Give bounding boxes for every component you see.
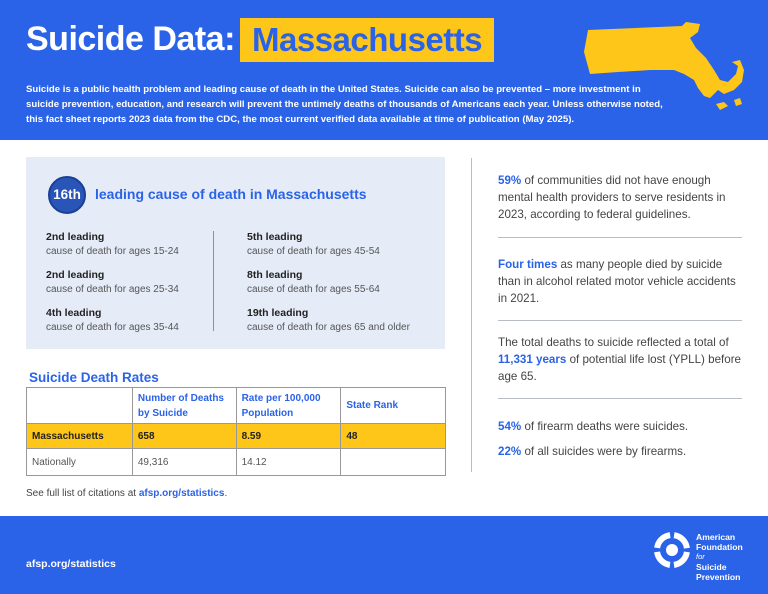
ranking-column-right <box>247 230 437 344</box>
org-name-line: American <box>696 532 736 542</box>
table-cell: Massachusetts <box>27 424 133 449</box>
table-cell: 14.12 <box>236 449 341 476</box>
citation-prefix: See full list of citations at <box>26 488 139 499</box>
header-banner <box>0 0 768 140</box>
table-cell: Nationally <box>27 449 133 476</box>
rates-table-title: Suicide Death Rates <box>29 370 159 385</box>
stat-text: of potential life lost (YPLL) before age 65. <box>498 353 742 383</box>
stat-divider <box>498 320 742 321</box>
org-name-line: Prevention <box>696 572 741 582</box>
rank-badge: 16th <box>48 176 86 214</box>
ranking-divider <box>213 231 214 331</box>
intro-paragraph: Suicide is a public health problem and leading cause of death in the United States. Suicide can also be prevented – more investment in suicide prevention, education, and research will prevent the untimely deaths of thousands of Americans each year. Unless otherwise noted, this fact sheet reports 2023 data from the CDC, the most current verified data available at time of publication (May 2025). <box>26 84 663 125</box>
state-name-badge: Massachusetts <box>240 18 494 62</box>
ranking-item <box>247 268 437 306</box>
citation-link[interactable]: afsp.org/statistics <box>138 488 225 499</box>
ranking-item-desc: cause of death for ages 25-34 <box>46 284 179 295</box>
table-cell: 49,316 <box>132 449 236 476</box>
citation-note <box>26 488 227 499</box>
ranking-item <box>46 230 236 268</box>
stat-text: of firearm deaths were suicides. <box>521 420 689 433</box>
org-name <box>696 532 743 582</box>
ranking-item-desc: cause of death for ages 65 and older <box>247 322 410 333</box>
ranking-item-label: 19th leading <box>247 307 309 319</box>
table-header-cell: Number of Deaths by Suicide <box>132 388 236 424</box>
footer-url-link[interactable]: afsp.org/statistics <box>26 558 116 570</box>
rank-headline: leading cause of death in Massachusetts <box>95 186 367 202</box>
stat-text: The total deaths to suicide reflected a total of <box>498 336 729 349</box>
column-divider <box>471 158 472 472</box>
table-header-cell: Rate per 100,000 Population <box>236 388 341 424</box>
stat-block <box>498 172 748 223</box>
stat-text: of communities did not have enough mental health providers to serve residents in 2023, according to federal guidelines. <box>498 174 726 221</box>
table-row-national <box>27 449 446 476</box>
table-cell: 8.59 <box>236 424 341 449</box>
stat-highlight: 54% <box>498 420 522 433</box>
ranking-panel <box>26 157 445 349</box>
ranking-item-desc: cause of death for ages 15-24 <box>46 246 179 257</box>
ranking-item-desc: cause of death for ages 45-54 <box>247 246 380 257</box>
stat-block <box>498 443 748 460</box>
table-cell: 658 <box>132 424 236 449</box>
org-name-line: for <box>696 552 705 561</box>
ranking-item <box>247 306 437 344</box>
org-name-line: Foundation <box>696 542 743 552</box>
table-header-cell <box>27 388 133 424</box>
afsp-lifering-logo-icon <box>654 532 690 568</box>
stat-divider <box>498 398 742 399</box>
ranking-item-label: 8th leading <box>247 269 303 281</box>
stat-highlight: 22% <box>498 445 522 458</box>
stat-highlight: 11,331 years <box>498 353 567 366</box>
stat-text: of all suicides were by firearms. <box>521 445 687 458</box>
stat-divider <box>498 237 742 238</box>
page-title: Suicide Data: <box>26 20 235 58</box>
ranking-column-left <box>46 230 236 344</box>
footer-banner <box>0 516 768 594</box>
stat-text: as many people died by suicide than in alcohol related motor vehicle accidents in 2021. <box>498 258 736 305</box>
table-header-row <box>27 388 446 424</box>
ranking-item <box>46 306 236 344</box>
rates-table <box>26 387 446 476</box>
org-name-line: Suicide <box>696 562 727 572</box>
stat-highlight: Four times <box>498 258 558 271</box>
ranking-item-label: 4th leading <box>46 307 102 319</box>
table-cell: 48 <box>341 424 446 449</box>
ranking-item <box>247 230 437 268</box>
table-cell <box>341 449 446 476</box>
massachusetts-map-icon <box>578 18 748 118</box>
ranking-item-label: 5th leading <box>247 231 303 243</box>
stat-highlight: 59% <box>498 174 522 187</box>
stat-block <box>498 418 748 435</box>
ranking-item-desc: cause of death for ages 35-44 <box>46 322 179 333</box>
stat-block <box>498 334 748 385</box>
ranking-item <box>46 268 236 306</box>
ranking-item-label: 2nd leading <box>46 269 105 281</box>
stat-block <box>498 256 748 307</box>
table-row-state <box>27 424 446 449</box>
ranking-item-label: 2nd leading <box>46 231 105 243</box>
ranking-item-desc: cause of death for ages 55-64 <box>247 284 380 295</box>
citation-suffix: . <box>224 488 228 499</box>
table-header-cell: State Rank <box>341 388 446 424</box>
